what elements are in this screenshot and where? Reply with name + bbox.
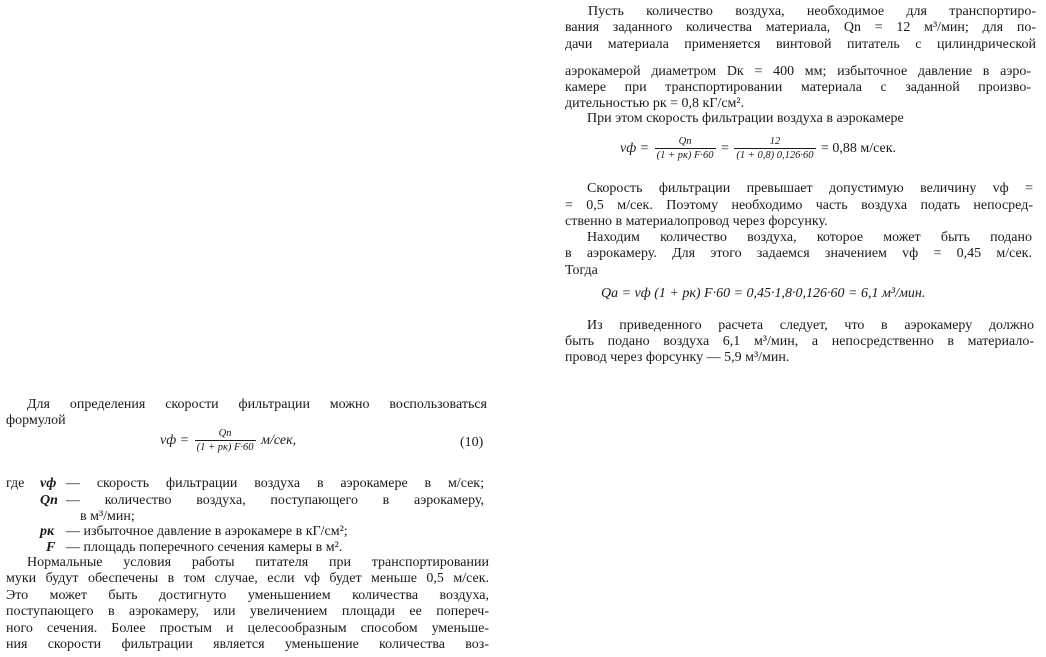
text-line: дительностью pк = 0,8 кГ/см².: [565, 96, 745, 111]
equation-air-quantity: Qa = vф (1 + pк) F·60 = 0,45·1,8·0,126·60 = 6,1 м³/мин.: [601, 286, 926, 301]
legend-prefix: где: [6, 476, 25, 491]
text-line: камере при транспортировании материала с заданной произво-: [565, 80, 1031, 95]
text-line: При этом скорость фильтрации воздуха в аэрокамере: [587, 111, 904, 126]
legend-symbol: pк: [40, 524, 55, 539]
legend-symbol: F: [46, 540, 56, 555]
fraction: [195, 428, 256, 453]
text-line: Нормальные условия работы питателя при транспортировании: [27, 555, 489, 570]
equation-velocity-calc: [620, 136, 896, 162]
legend-row: [6, 476, 24, 492]
fraction-denominator: (1 + 0,8) 0,126·60: [736, 150, 814, 162]
fraction: [734, 136, 815, 161]
eq-lhs: vф =: [160, 433, 190, 448]
fraction-numerator: Qn: [655, 136, 716, 149]
text-line: Пусть количество воздуха, необходимое для транспортиро-: [588, 4, 1036, 19]
text-line: формулой: [6, 413, 66, 428]
fraction-denominator: (1 + pк) F·60: [656, 150, 714, 162]
fraction-denominator: (1 + pк) F·60: [196, 442, 254, 454]
text-line: Тогда: [565, 263, 598, 278]
legend-text: — избыточное давление в аэрокамере в кГ/см²;: [66, 524, 348, 539]
fraction-numerator: Qn: [195, 428, 256, 441]
eq-result: = 0,88 м/сек.: [821, 141, 897, 156]
fraction: [655, 136, 716, 161]
eq-units: м/сек,: [261, 433, 297, 448]
text-line: дачи материала применяется винтовой питатель с цилиндрической: [565, 37, 1036, 52]
text-line: провод через форсунку — 5,9 м³/мин.: [565, 350, 790, 365]
text-line: аэрокамерой диаметром Dк = 400 мм; избыточное давление в аэро-: [565, 64, 1031, 79]
text-line: ственно в материалопровод через форсунку.: [565, 214, 828, 229]
text-line: Из приведенного расчета следует, что в аэрокамеру должно: [587, 318, 1034, 333]
equation-number: (10): [460, 435, 484, 450]
text-line: = 0,5 м/сек. Поэтому необходимо часть воздуха подать непосред-: [565, 198, 1033, 213]
text-line: быть подано воздуха 6,1 м³/мин, а непосредственно в материало-: [565, 334, 1034, 349]
text-line: вания заданного количества материала, Qn = 12 м³/мин; для по-: [565, 20, 1036, 35]
fraction-numerator: 12: [734, 136, 815, 149]
text-line: Находим количество воздуха, которое может быть подано: [587, 230, 1032, 245]
legend-text: — скорость фильтрации воздуха в аэрокамере в м/сек;: [66, 476, 484, 491]
text-line: ного сечения. Более простым и целесообразным способом уменьше-: [6, 621, 489, 636]
legend-text: — площадь поперечного сечения камеры в м².: [66, 540, 343, 555]
text-line: муки будут обеспечены в том случае, если vф будет меньше 0,5 м/сек.: [6, 571, 489, 586]
legend-text: в м³/мин;: [80, 509, 135, 524]
text-line: Для определения скорости фильтрации можно воспользоваться: [27, 397, 487, 412]
legend-symbol: vф: [40, 476, 57, 491]
text-line: ния скорости фильтрации является уменьшение количества воз-: [6, 637, 489, 652]
eq-equals: =: [721, 141, 729, 156]
text-line: Скорость фильтрации превышает допустимую величину vф =: [587, 181, 1033, 196]
text-line: Это может быть достигнуто уменьшением количества воздуха,: [6, 588, 489, 603]
eq-lhs: vф =: [620, 141, 650, 156]
text-line: в аэрокамеру. Для этого задаемся значением vф = 0,45 м/сек.: [565, 246, 1032, 261]
legend-symbol: Qn: [40, 493, 58, 508]
text-line: поступающего в аэрокамеру, или увеличением площади ее попереч-: [6, 604, 489, 619]
legend-text: — количество воздуха, поступающего в аэрокамеру,: [66, 493, 484, 508]
equation-10: [160, 428, 296, 454]
